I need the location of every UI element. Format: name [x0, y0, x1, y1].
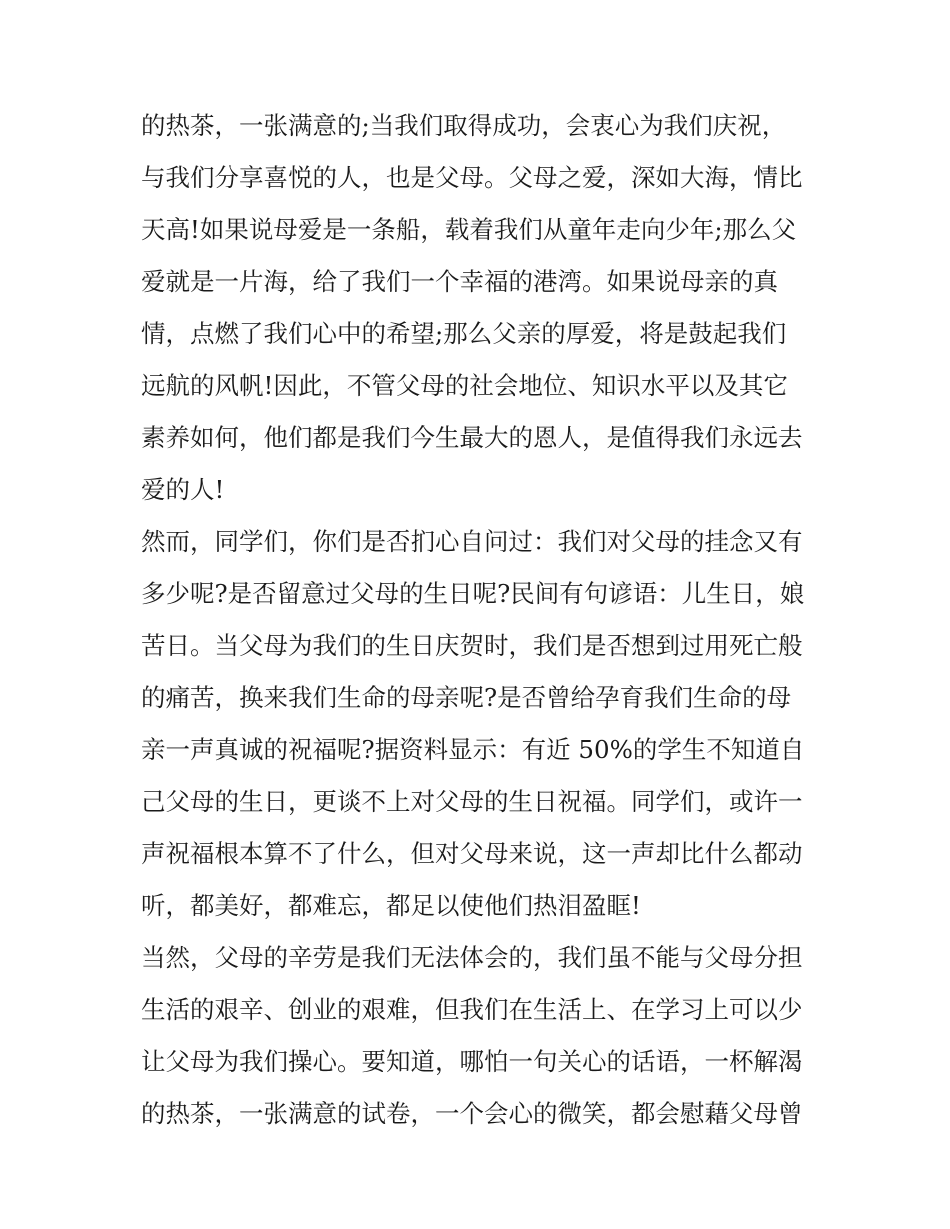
body-text	[141, 100, 813, 1140]
text-line: 与我们分享喜悦的人，也是父母。父母之爱，深如大海，情比	[141, 163, 803, 192]
text-line: 的热茶，一张满意的试卷，一个会心的微笑，都会慰藉父母曾	[141, 1099, 803, 1128]
text-line: 远航的风帆!因此，不管父母的社会地位、知识水平以及其它	[141, 371, 788, 400]
text-line: 素养如何，他们都是我们今生最大的恩人，是值得我们永远去	[141, 423, 803, 452]
text-line: 亲一声真诚的祝福呢?据资料显示：有近 50%的学生不知道自	[141, 735, 805, 764]
text-line: 让父母为我们操心。要知道，哪怕一句关心的话语，一杯解渴	[141, 1047, 803, 1076]
text-line: 天高!如果说母爱是一条船，载着我们从童年走向少年;那么父	[141, 215, 797, 244]
text-line: 声祝福根本算不了什么，但对父母来说，这一声却比什么都动	[141, 839, 803, 868]
text-line: 然而，同学们，你们是否扪心自问过：我们对父母的挂念又有	[141, 527, 803, 556]
text-line: 的痛苦，换来我们生命的母亲呢?是否曾给孕育我们生命的母	[141, 683, 792, 712]
text-line: 情，点燃了我们心中的希望;那么父亲的厚爱，将是鼓起我们	[141, 319, 787, 348]
text-line: 苦日。当父母为我们的生日庆贺时，我们是否想到过用死亡般	[141, 631, 803, 660]
text-line: 当然，父母的辛劳是我们无法体会的，我们虽不能与父母分担	[141, 943, 803, 972]
text-line: 的热茶，一张满意的;当我们取得成功，会衷心为我们庆祝，	[141, 111, 787, 140]
text-line: 生活的艰辛、创业的艰难，但我们在生活上、在学习上可以少	[141, 995, 803, 1024]
text-line: 多少呢?是否留意过父母的生日呢?民间有句谚语：儿生日，娘	[141, 579, 805, 608]
text-line: 爱的人!	[141, 475, 225, 504]
text-line: 己父母的生日，更谈不上对父母的生日祝福。同学们，或许一	[141, 787, 803, 816]
text-line: 听，都美好，都难忘，都足以使他们热泪盈眶!	[141, 891, 641, 920]
text-line: 爱就是一片海，给了我们一个幸福的港湾。如果说母亲的真	[141, 267, 778, 296]
